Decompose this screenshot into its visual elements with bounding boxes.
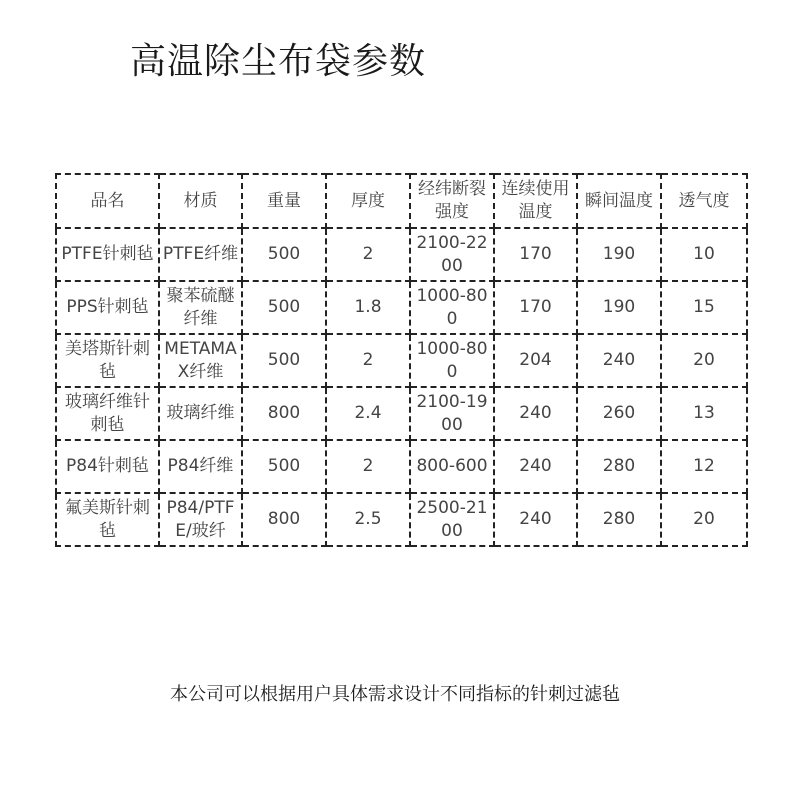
cell-continuous-temp: 170 [494, 228, 577, 281]
cell-instant-temp: 240 [577, 334, 661, 387]
cell-permeability: 20 [661, 334, 747, 387]
cell-continuous-temp: 240 [494, 387, 577, 440]
cell-name: PPS针刺毡 [56, 281, 159, 334]
header-cell-weight: 重量 [242, 174, 326, 228]
cell-material: P84/PTFE/玻纤 [159, 493, 242, 546]
cell-continuous-temp: 240 [494, 493, 577, 546]
table-row [56, 334, 747, 387]
cell-continuous-temp: 170 [494, 281, 577, 334]
cell-material: 玻璃纤维 [159, 387, 242, 440]
cell-permeability: 20 [661, 493, 747, 546]
header-cell-strength: 经纬断裂强度 [410, 174, 494, 228]
cell-instant-temp: 190 [577, 228, 661, 281]
cell-thickness: 1.8 [326, 281, 410, 334]
header-cell-name: 品名 [56, 174, 159, 228]
footer-note: 本公司可以根据用户具体需求设计不同指标的针刺过滤毡 [170, 684, 620, 705]
header-cell-thickness: 厚度 [326, 174, 410, 228]
cell-material: METAMAX纤维 [159, 334, 242, 387]
cell-strength: 1000-800 [410, 334, 494, 387]
header-cell-material: 材质 [159, 174, 242, 228]
cell-weight: 800 [242, 387, 326, 440]
header-cell-instant-temp: 瞬间温度 [577, 174, 661, 228]
cell-permeability: 15 [661, 281, 747, 334]
table-row [56, 440, 747, 493]
cell-instant-temp: 280 [577, 493, 661, 546]
cell-name: 美塔斯针刺毡 [56, 334, 159, 387]
parameter-table-container [55, 173, 746, 547]
cell-thickness: 2 [326, 334, 410, 387]
cell-weight: 500 [242, 228, 326, 281]
table-row [56, 228, 747, 281]
cell-weight: 500 [242, 334, 326, 387]
cell-material: 聚苯硫醚纤维 [159, 281, 242, 334]
header-cell-permeability: 透气度 [661, 174, 747, 228]
cell-name: PTFE针刺毡 [56, 228, 159, 281]
cell-permeability: 12 [661, 440, 747, 493]
cell-weight: 500 [242, 440, 326, 493]
cell-name: 玻璃纤维针刺毡 [56, 387, 159, 440]
cell-strength: 1000-800 [410, 281, 494, 334]
cell-strength: 800-600 [410, 440, 494, 493]
cell-instant-temp: 190 [577, 281, 661, 334]
cell-thickness: 2 [326, 228, 410, 281]
cell-weight: 800 [242, 493, 326, 546]
cell-strength: 2500-2100 [410, 493, 494, 546]
cell-continuous-temp: 204 [494, 334, 577, 387]
cell-material: P84纤维 [159, 440, 242, 493]
header-cell-continuous-temp: 连续使用温度 [494, 174, 577, 228]
table-row [56, 493, 747, 546]
table-row [56, 281, 747, 334]
cell-continuous-temp: 240 [494, 440, 577, 493]
cell-thickness: 2.5 [326, 493, 410, 546]
cell-strength: 2100-1900 [410, 387, 494, 440]
cell-material: PTFE纤维 [159, 228, 242, 281]
cell-name: 氟美斯针刺毡 [56, 493, 159, 546]
cell-instant-temp: 260 [577, 387, 661, 440]
page-title: 高温除尘布袋参数 [130, 41, 427, 82]
table-row [56, 387, 747, 440]
table-header-row [56, 174, 747, 228]
cell-weight: 500 [242, 281, 326, 334]
cell-instant-temp: 280 [577, 440, 661, 493]
cell-strength: 2100-2200 [410, 228, 494, 281]
cell-permeability: 13 [661, 387, 747, 440]
cell-permeability: 10 [661, 228, 747, 281]
cell-name: P84针刺毡 [56, 440, 159, 493]
cell-thickness: 2 [326, 440, 410, 493]
parameter-table [55, 173, 748, 547]
cell-thickness: 2.4 [326, 387, 410, 440]
